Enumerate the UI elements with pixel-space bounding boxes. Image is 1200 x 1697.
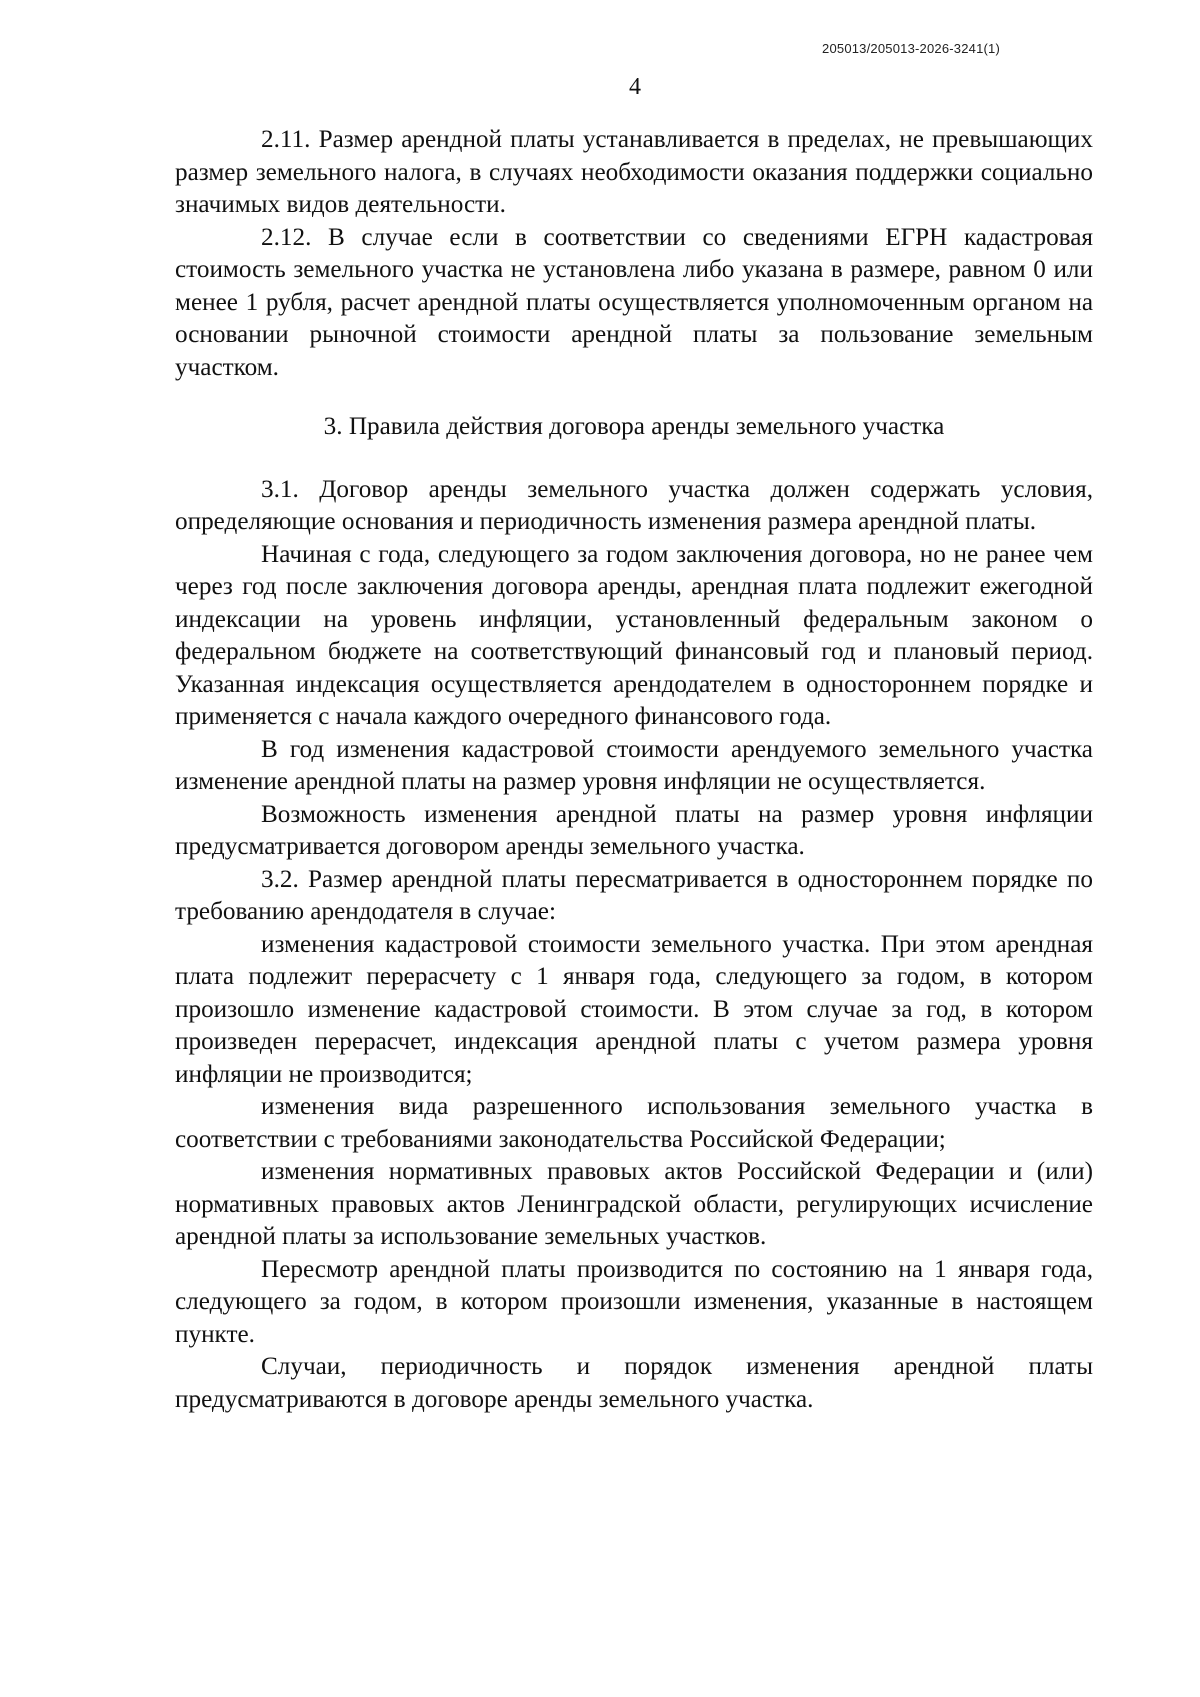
paragraph-indexation: Начиная с года, следующего за годом заключения договора, но не ранее чем через год после заключения договора аренды, арендная плата подлежит ежегодной индексации на уровень инфляции, установленный федеральным законом о федеральном бюджете на соответствующий финансовый год и плановый период. Указанная индексация осуществляется арендодателем в одностороннем порядке и применяется с начала каждого очередного финансового года. bbox=[175, 540, 1093, 730]
section-heading: 3. Правила действия договора аренды земельного участка bbox=[323, 413, 945, 440]
paragraph-2-11: 2.11. Размер арендной платы устанавливается в пределах, не превышающих размер земельного налога, в случаях необходимости оказания поддержки социально значимых видов деятельности. bbox=[175, 126, 1093, 218]
page-number: 4 bbox=[629, 74, 641, 100]
paragraph-2-12: 2.12. В случае если в соответствии со сведениями ЕГРН кадастровая стоимость земельного участка не установлена либо указана в размере, равном 0 или менее 1 рубля, расчет арендной платы осуществляется уполномоченным органом на основании рыночной стоимости арендной платы за пользование земельным участком. bbox=[175, 223, 1093, 381]
paragraph-possibility: Возможность изменения арендной платы на размер уровня инфляции предусматривается договором аренды земельного участка. bbox=[175, 800, 1093, 860]
paragraph-acts-change: изменения нормативных правовых актов Российской Федерации и (или) нормативных правовых актов Ленинградской области, регулирующих исчисление арендной платы за использование земельных участков. bbox=[175, 1158, 1093, 1250]
paragraph-review: Пересмотр арендной платы производится по состоянию на 1 января года, следующего за годом, в котором произошли изменения, указанные в настоящем пункте. bbox=[175, 1255, 1093, 1348]
document-id: 205013/205013-2026-3241(1) bbox=[822, 41, 1000, 56]
paragraph-3-1: 3.1. Договор аренды земельного участка должен содержать условия, определяющие основания и периодичность изменения размера арендной платы. bbox=[175, 475, 1093, 535]
paragraph-use-change: изменения вида разрешенного использования земельного участка в соответствии с требованиями законодательства Российской Федерации; bbox=[175, 1093, 1093, 1153]
paragraph-cases: Случаи, периодичность и порядок изменения арендной платы предусматриваются в договоре аренды земельного участка. bbox=[175, 1353, 1093, 1413]
document-body bbox=[175, 124, 1093, 1416]
paragraph-cadastral-change: изменения кадастровой стоимости земельного участка. При этом арендная плата подлежит перерасчету с 1 января года, следующего за годом, в котором произошло изменение кадастровой стоимости. В этом случае за год, в котором произведен перерасчет, индексация арендной платы с учетом размера уровня инфляции не производится; bbox=[175, 930, 1093, 1088]
paragraph-no-inflation: В год изменения кадастровой стоимости арендуемого земельного участка изменение арендной платы на размер уровня инфляции не осуществляется. bbox=[175, 735, 1093, 795]
paragraph-3-2: 3.2. Размер арендной платы пересматривается в одностороннем порядке по требованию арендодателя в случае: bbox=[175, 865, 1093, 925]
